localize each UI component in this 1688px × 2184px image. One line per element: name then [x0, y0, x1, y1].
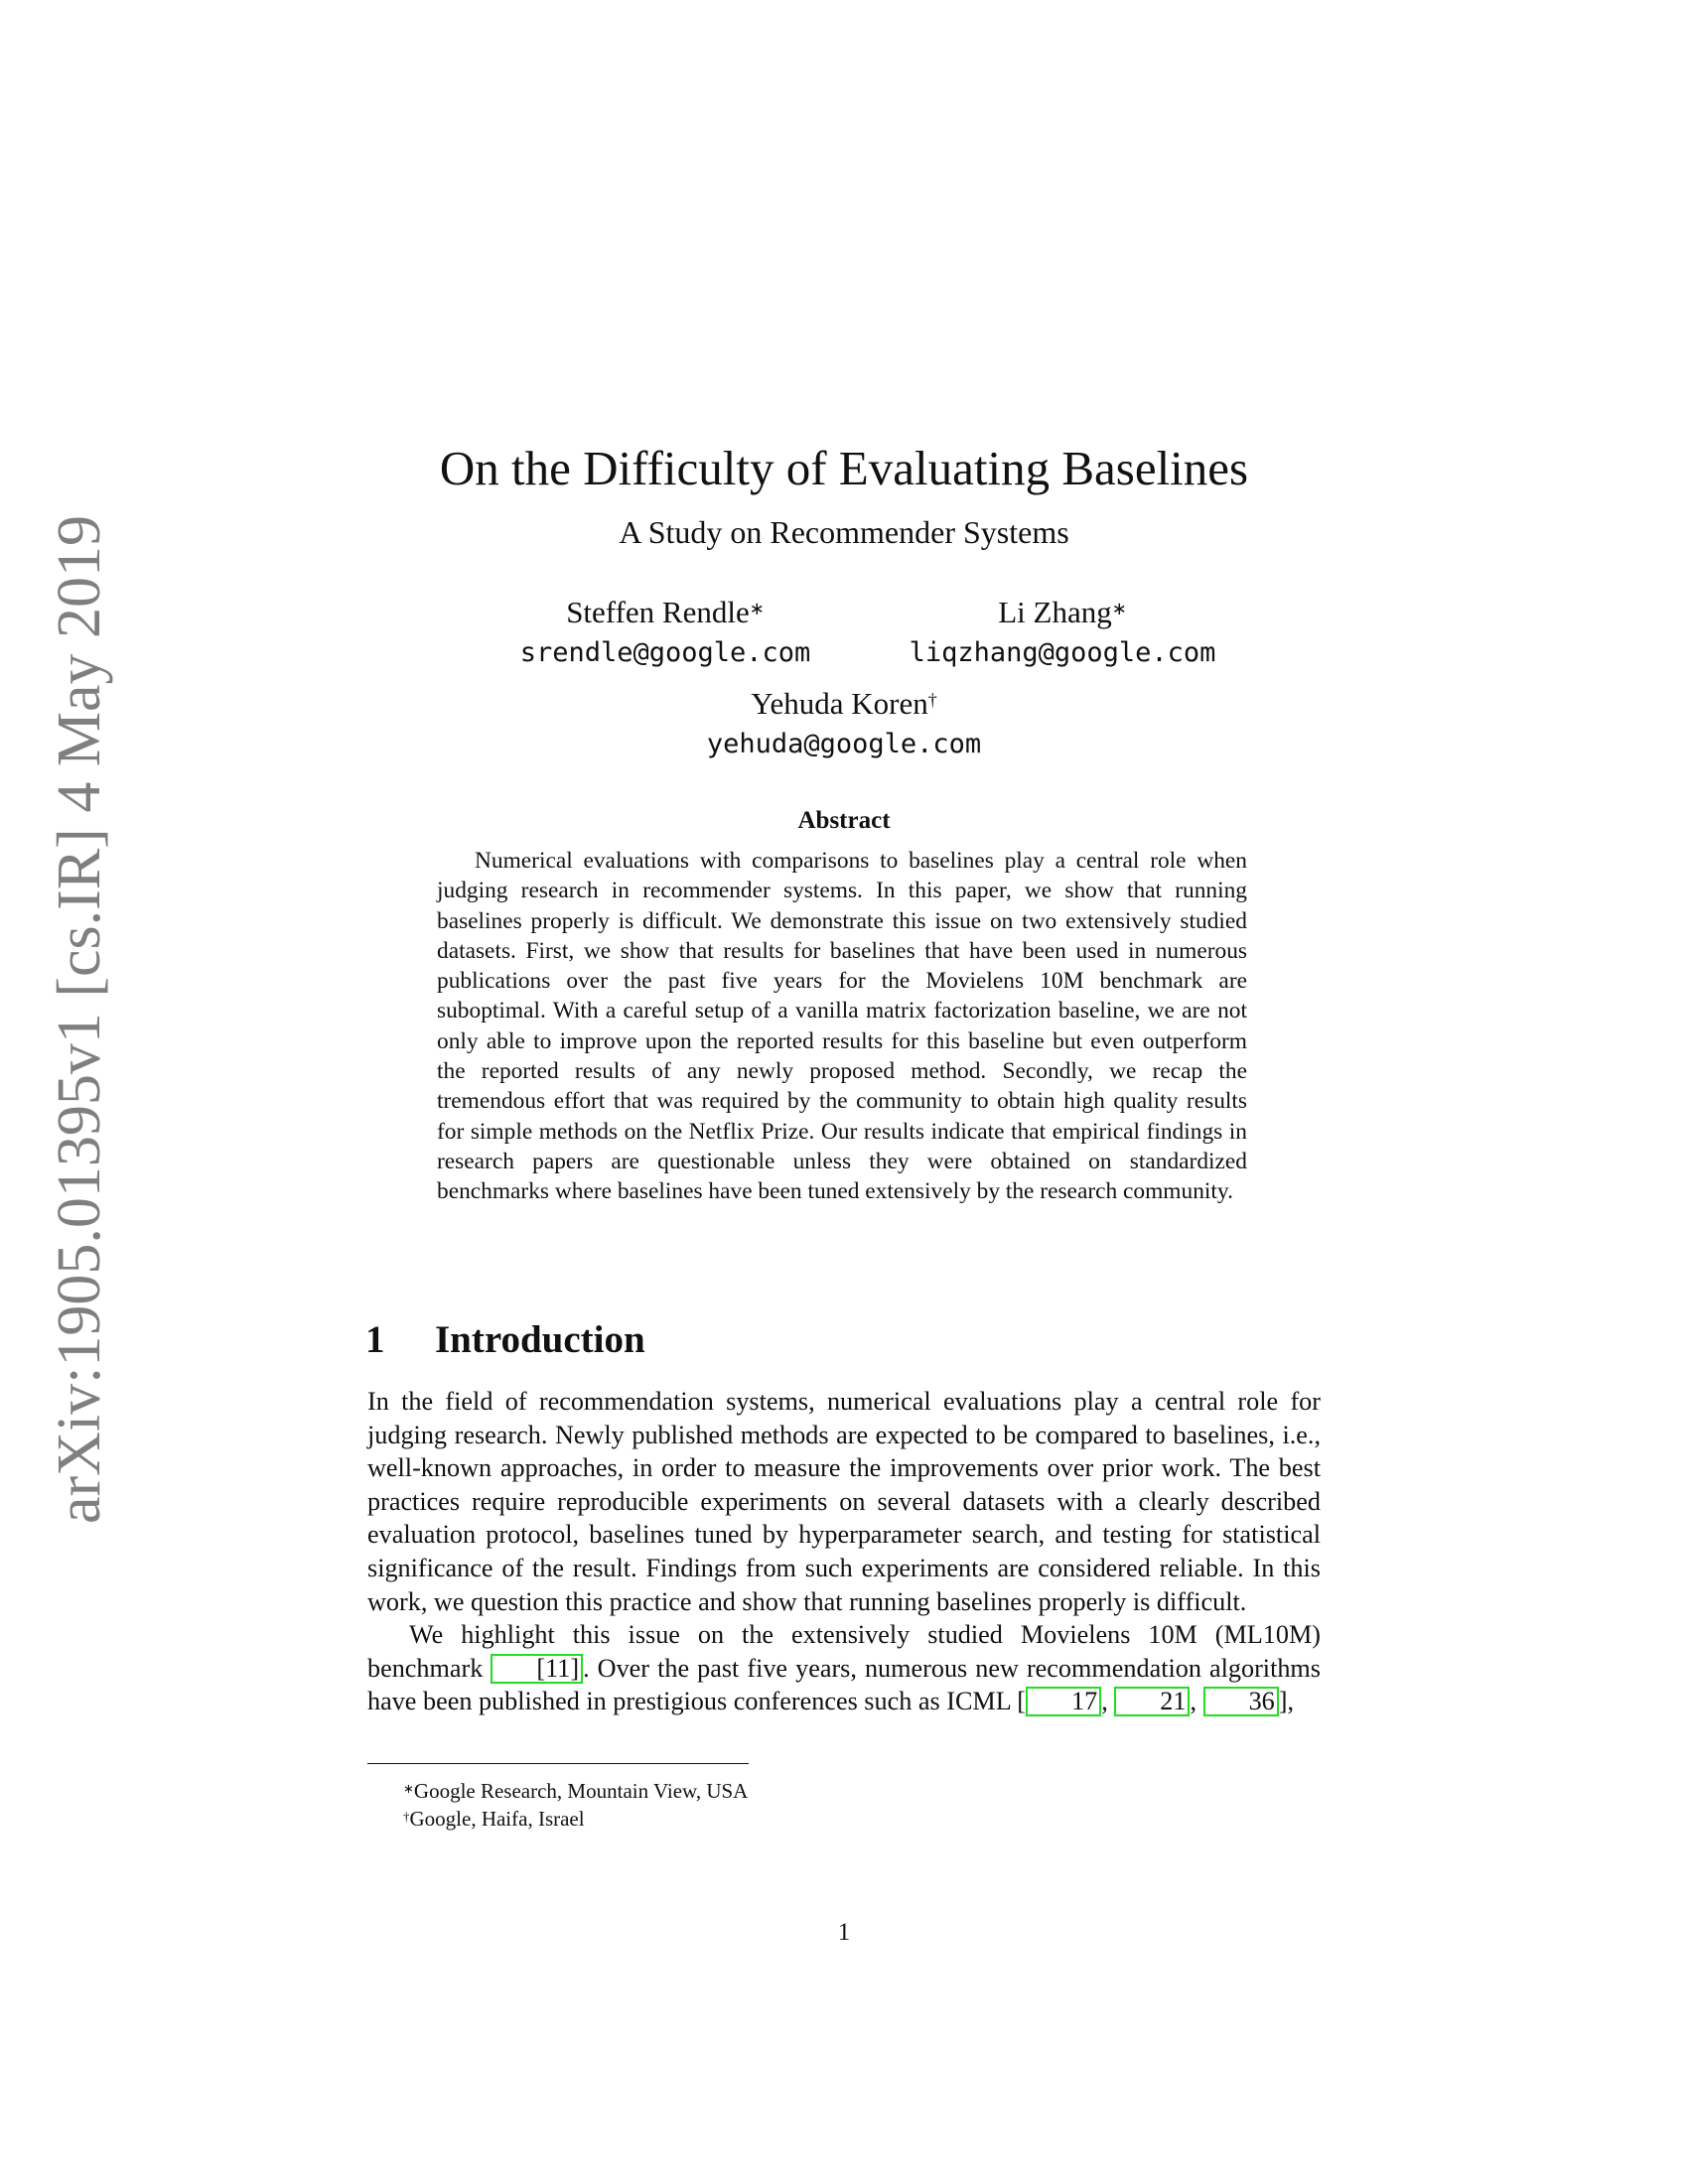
paper-subtitle: A Study on Recommender Systems [619, 514, 1069, 550]
author-block-rendle [477, 592, 854, 673]
author-block-koren [655, 683, 1033, 764]
paper-title: On the Difficulty of Evaluating Baselines [439, 441, 1249, 495]
section-title: Introduction [435, 1318, 645, 1361]
section-number: 1 [365, 1318, 385, 1361]
citation-link[interactable]: [11] [491, 1654, 583, 1684]
footnote-item: ∗Google Research, Mountain View, USA [403, 1779, 749, 1803]
author-name: Steffen Rendle∗ [566, 595, 765, 629]
page-number: 1 [837, 1919, 851, 1946]
intro-paragraph-2: We highlight this issue on the extensively studied Movielens 10M (ML10M) benchmark [11] . Over the past five years, numerous new recommendation algorithms have been published in prestigious conferences such as ICML [ 17 , 21 , 36 ], [367, 1620, 1321, 1716]
intro-paragraph-1: In the field of recommendation systems, numerical evaluations play a central role for judging research. Newly published methods are expected to be compared to baselines, i.e., well-known approaches, in order to measure the improvements over prior work. The best practices require reproducible experiments on several datasets with a clearly described evaluation protocol, baselines tuned by hyperparameter search, and testing for statistical significance of the result. Findings from such experiments are considered reliable. In this work, we question this practice and show that running baselines properly is difficult. [367, 1387, 1321, 1616]
author-email-link[interactable]: yehuda@google.com [706, 729, 982, 759]
footnote-divider [367, 1763, 749, 1764]
author-name: Li Zhang∗ [998, 595, 1127, 629]
citation-link[interactable]: 17 [1026, 1687, 1101, 1716]
abstract-heading: Abstract [797, 807, 891, 834]
introduction-body [367, 1385, 1321, 1718]
footnotes [367, 1777, 1321, 1833]
abstract-text: Numerical evaluations with comparisons to baselines play a central role when judging research in recommender systems. In this paper, we show that running baselines properly is difficult. We demonstrate this issue on two extensively studied datasets. First, we show that results for baselines that have been used in numerous publications over the past five years for the Movielens 10M benchmark are suboptimal. With a careful setup of a vanilla matrix factorization baseline, we are not only able to improve upon the reported results for this baseline but even outperform the reported results of any newly proposed method. Secondly, we recap the tremendous effort that was required by the community to obtain high quality results for simple methods on the Netflix Prize. Our results indicate that empirical findings in research papers are questionable unless they were obtained on standardized benchmarks where baselines have been tuned extensively by the research community. [437, 848, 1247, 1205]
author-email-link[interactable]: srendle@google.com [519, 637, 811, 668]
arxiv-side-stamp: arXiv:1905.01395v1 [cs.IR] 4 May 2019 [46, 515, 113, 1524]
section-heading [365, 1315, 1259, 1365]
footnote-item: †Google, Haifa, Israel [403, 1807, 585, 1831]
citation-link[interactable]: 21 [1114, 1687, 1190, 1716]
author-name: Yehuda Koren† [751, 686, 937, 721]
citation-link[interactable]: 36 [1203, 1687, 1279, 1716]
author-email-link[interactable]: liqzhang@google.com [909, 637, 1216, 668]
author-block-zhang [874, 592, 1251, 673]
